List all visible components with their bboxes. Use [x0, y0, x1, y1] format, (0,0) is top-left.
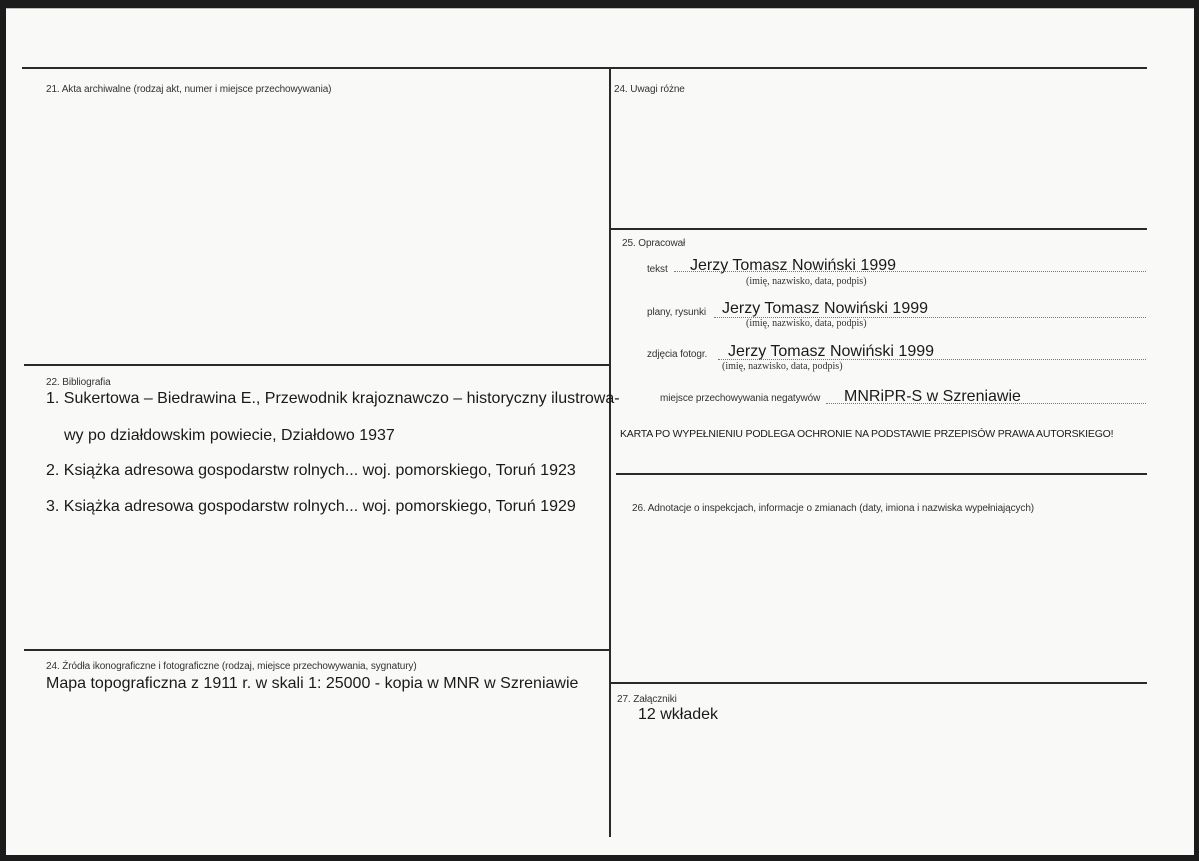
attachments-value: 12 wkładek	[638, 706, 719, 723]
photos-author-label: zdjęcia fotogr.	[647, 349, 708, 360]
bibliography-line-4: 3. Książka adresowa gospodarstw rolnych... woj. pomorskiego, Toruń 1929	[46, 498, 576, 515]
bibliography-line-3: 2. Książka adresowa gospodarstw rolnych... woj. pomorskiego, Toruń 1923	[46, 462, 576, 479]
bibliography-line-1: 1. Sukertowa – Biedrawina E., Przewodnik krajoznawczo – historyczny ilustrowa-	[46, 390, 620, 407]
center-divider	[609, 67, 611, 837]
remarks-label: 24. Uwagi różne	[614, 84, 685, 95]
top-rule	[22, 67, 1147, 69]
photos-author-value: Jerzy Tomasz Nowiński 1999	[728, 343, 935, 360]
negatives-label: miejsce przechowywania negatywów	[660, 393, 821, 404]
iconographic-sources-value: Mapa topograficzna z 1911 r. w skali 1: 25000 - kopia w MNR w Szreniawie	[46, 675, 579, 692]
annotations-label: 26. Adnotacje o inspekcjach, informacje o zmianach (daty, imiona i nazwiska wypełniających)	[632, 503, 1035, 514]
text-author-label: tekst	[647, 264, 668, 275]
document-page	[6, 8, 1194, 855]
archival-records-label: 21. Akta archiwalne (rodzaj akt, numer i miejsce przechowywania)	[46, 84, 332, 95]
prepared-by-label: 25. Opracował	[622, 238, 686, 249]
copyright-notice: KARTA PO WYPEŁNIENIU PODLEGA OCHRONIE NA PODSTAWIE PRZEPISÓW PRAWA AUTORSKIEGO!	[620, 428, 1114, 440]
bibliography-label: 22. Bibliografia	[46, 377, 111, 388]
plans-author-label: plany, rysunki	[647, 307, 706, 318]
rule-24b-25	[611, 228, 1147, 230]
attachments-label: 27. Załączniki	[617, 694, 677, 705]
negatives-value: MNRiPR-S w Szreniawie	[844, 388, 1021, 405]
plans-author-value: Jerzy Tomasz Nowiński 1999	[722, 300, 929, 317]
photos-author-caption: (imię, nazwisko, data, podpis)	[722, 361, 843, 372]
rule-26-27	[611, 682, 1147, 684]
rule-22-24a	[24, 649, 610, 651]
text-author-caption: (imię, nazwisko, data, podpis)	[746, 276, 867, 287]
plans-author-caption: (imię, nazwisko, data, podpis)	[746, 318, 867, 329]
rule-21-22	[24, 364, 610, 366]
iconographic-sources-label: 24. Źródła ikonograficzne i fotograficzne (rodzaj, miejsce przechowywania, sygnatury)	[46, 661, 417, 672]
text-author-value: Jerzy Tomasz Nowiński 1999	[690, 257, 897, 274]
bibliography-line-2: wy po działdowskim powiecie, Działdowo 1937	[64, 427, 395, 444]
rule-25-26	[616, 473, 1147, 475]
